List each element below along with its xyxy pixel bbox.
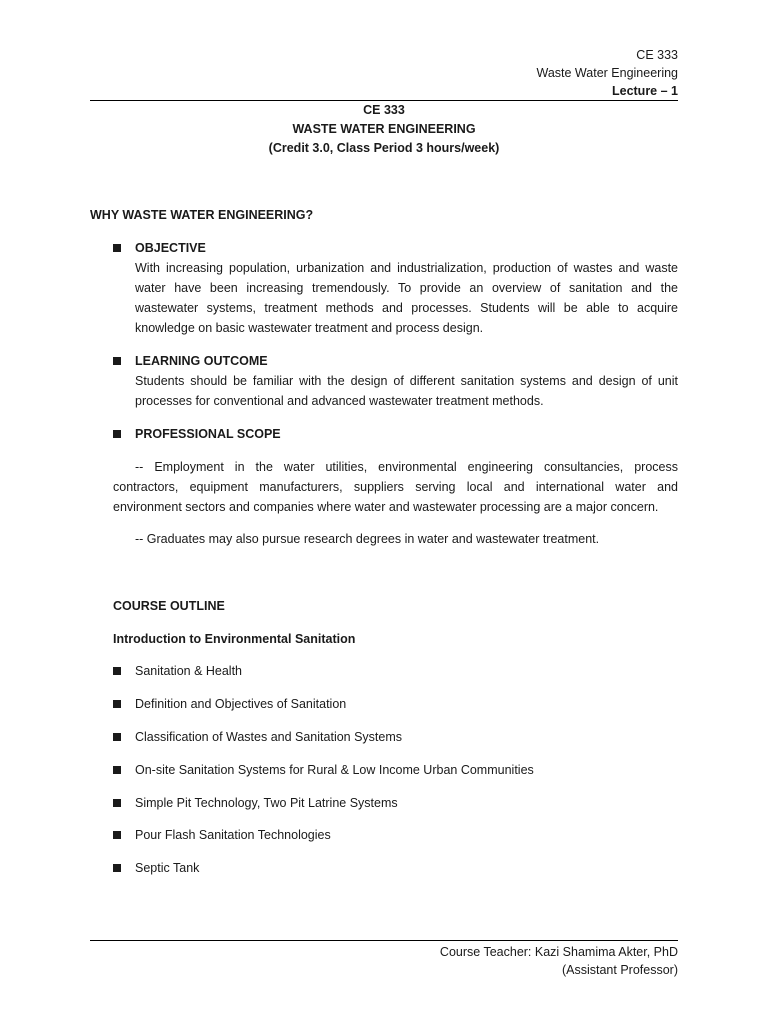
header-course-code: CE 333 bbox=[636, 48, 678, 62]
professional-scope-para1 bbox=[113, 457, 678, 517]
learning-outcome-label: LEARNING OUTCOME bbox=[135, 354, 268, 368]
square-bullet-icon bbox=[113, 700, 121, 708]
why-heading: WHY WASTE WATER ENGINEERING? bbox=[90, 208, 314, 222]
professional-scope-label: PROFESSIONAL SCOPE bbox=[135, 427, 281, 441]
professional-scope-para2 bbox=[113, 529, 678, 549]
course-outline-subheading: Introduction to Environmental Sanitation bbox=[113, 632, 356, 646]
header-course-name: Waste Water Engineering bbox=[536, 66, 678, 80]
square-bullet-icon bbox=[113, 430, 121, 438]
scope-para1-text: -- Employment in the water utilities, environmental engineering consultancies, process contractors, equipment manufacturers, suppliers serving local and international water and environment sectors and companies where water and wastewater processing are a major concern. bbox=[113, 460, 678, 514]
footer-teacher: Course Teacher: Kazi Shamima Akter, PhD bbox=[439, 945, 678, 959]
course-outline-heading: COURSE OUTLINE bbox=[113, 599, 225, 613]
square-bullet-icon bbox=[113, 733, 121, 741]
title-credit: (Credit 3.0, Class Period 3 hours/week) bbox=[268, 141, 500, 155]
footer-rule bbox=[90, 940, 678, 941]
running-header bbox=[537, 46, 679, 100]
title-code: CE 333 bbox=[363, 103, 405, 117]
square-bullet-icon bbox=[113, 766, 121, 774]
course-title-block bbox=[90, 101, 678, 158]
square-bullet-icon bbox=[113, 799, 121, 807]
square-bullet-icon bbox=[113, 667, 121, 675]
square-bullet-icon bbox=[113, 831, 121, 839]
title-name: WASTE WATER ENGINEERING bbox=[292, 122, 476, 136]
document-page: CE 333 Waste Water Engineering Lecture – 1 CE 333 WASTE WATER ENGINEERING (Credit 3.0, Class Period 3 hours/week) WHY WASTE WATER ENGINEERING? OBJECTIVE With increasing population, urbanization and industrialization, production of wastes and waste water have been increasing tremendously. To provide an overview of sanitation and the wastewater systems, treatment methods and processes. Students will be able to acquire knowledge on basic wastewater treatment and process design. LEARNING OUTCOME Students should be familiar with the design of different sanitation systems and design of unit processes for conventional and advanced wastewater treatment methods. PROFESSIONAL SCOPE -- Employment in the water utilities, environmental engineering consultancies, process contractors, equipment manufacturers, suppliers serving local and international water and environment sectors and companies where water and wastewater processing are a major concern. -- Graduates may also pursue research degrees in water and wastewater treatment. COURSE OUTLINE Introduction to Environmental Sanitation Sanitation & Health Definition and Objectives of Sanitation Classification of Wastes and Sanitation Systems On-site Sanitation Systems for Rural & Low Income Urban Communities Simple Pit Technology, Two Pit Latrine Systems Pour Flash Sanitation Technologies Septic Tank Course Teacher: Kazi Shamima Akter, PhD (Assistant Professor) bbox=[90, 48, 678, 977]
scope-para2-text: -- Graduates may also pursue research degrees in water and wastewater treatment. bbox=[135, 532, 600, 546]
objective-text: With increasing population, urbanization and industrialization, production of wastes and waste water have been increasing tremendously. To provide an overview of sanitation and the wastewater systems, treatment methods and processes. Students will be able to acquire knowledge on basic wastewater treatment and process design. bbox=[135, 261, 678, 335]
square-bullet-icon bbox=[113, 357, 121, 365]
footer-position: (Assistant Professor) bbox=[561, 963, 678, 977]
objective-label: OBJECTIVE bbox=[135, 241, 206, 255]
running-footer bbox=[440, 943, 678, 979]
header-lecture: Lecture – 1 bbox=[611, 84, 678, 98]
square-bullet-icon bbox=[113, 864, 121, 872]
learning-outcome-text: Students should be familiar with the design of different sanitation systems and design of unit processes for conventional and advanced wastewater treatment methods. bbox=[135, 374, 678, 408]
square-bullet-icon bbox=[113, 244, 121, 252]
